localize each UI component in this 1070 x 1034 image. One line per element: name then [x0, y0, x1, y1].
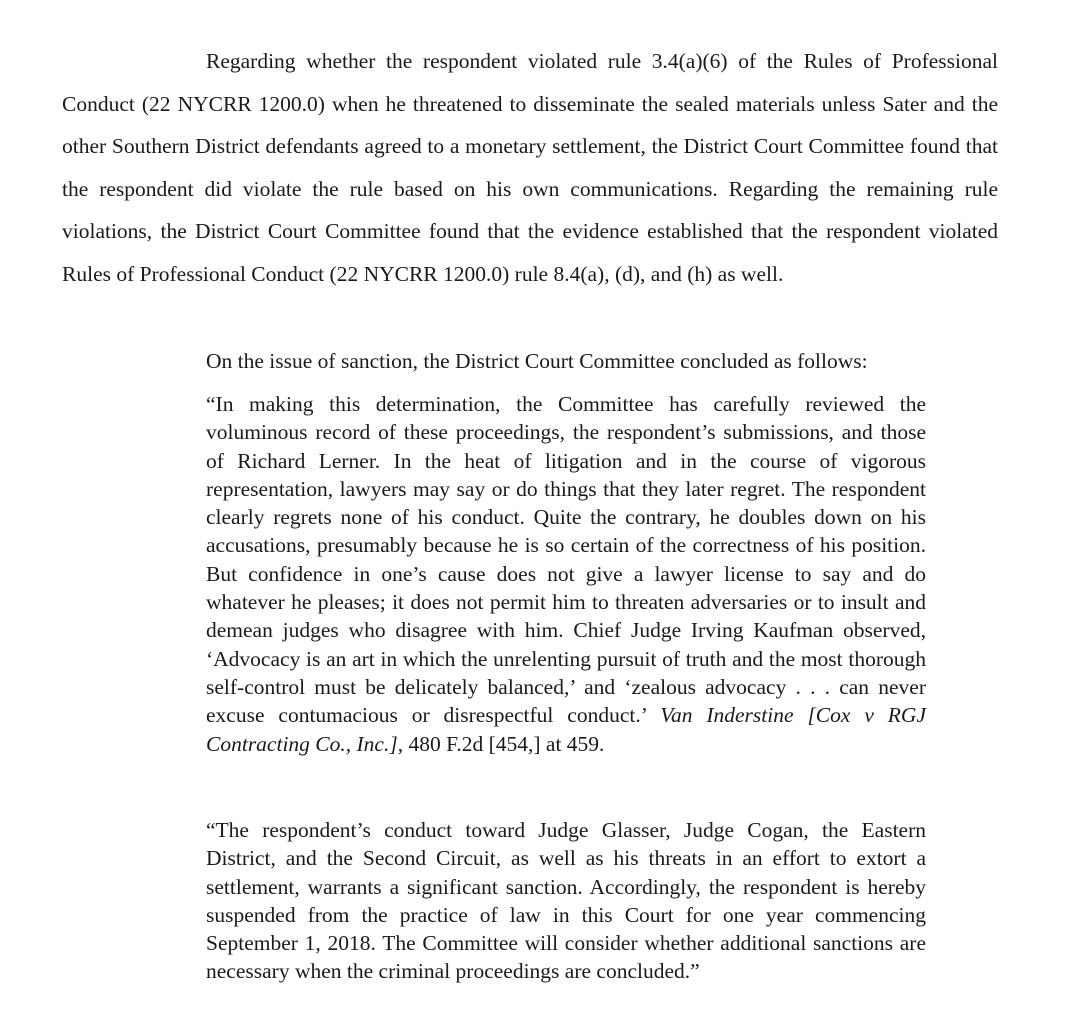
sanction-intro-paragraph: On the issue of sanction, the District Court Committee concluded as follows: — [206, 349, 868, 373]
committee-quote-sanction: “The respondent’s conduct toward Judge Glasser, Judge Cogan, the Eastern District, and the Second Circuit, as well as his threats in an effort to extort a settlement, warrants a significant sanction. Accordingly, the respondent is hereby suspended from the practice of law in this Court for one year commencing September 1, 2018. The Committee will consider whether additional sanctions are necessary when the criminal proceedings are concluded.” — [206, 818, 926, 984]
case-name: Van Inderstine [Cox v RGJ Contracting Co., Inc.] — [206, 703, 926, 756]
committee-quote-determination — [206, 390, 926, 758]
quote-text: “In making this determination, the Committee has carefully reviewed the voluminous record of these proceedings, the respondent’s submissions, and those of Richard Lerner. In the heat of litigation and in the course of vigorous representation, lawyers may say or do things that they later regret. The respondent clearly regrets none of his conduct. Quite the contrary, he doubles down on his accusations, presumably because he is so certain of the correctness of his position. But confidence in one’s cause does not give a lawyer license to say and do whatever he pleases; it does not permit him to threaten adversaries or to insult and demean judges who disagree with him. Chief Judge Irving Kaufman observed, ‘Advocacy is an art in which the unrelenting pursuit of truth and the most thorough self-control must be delicately balanced,’ and ‘zealous advocacy . . . can never excuse contumacious or disrespectful conduct.’ — [206, 392, 926, 728]
findings-paragraph: Regarding whether the respondent violated rule 3.4(a)(6) of the Rules of Professional Conduct (22 NYCRR 1200.0) when he threatened to disseminate the sealed materials unless Sater and the other Southern District defendants agreed to a monetary settlement, the District Court Committee found that the respondent did violate the rule based on his own communications. Regarding the remaining rule violations, the District Court Committee found that the evidence established that the respondent violated Rules of Professional Conduct (22 NYCRR 1200.0) rule 8.4(a), (d), and (h) as well. — [62, 49, 998, 286]
case-citation: , 480 F.2d [454,] at 459. — [397, 731, 605, 756]
